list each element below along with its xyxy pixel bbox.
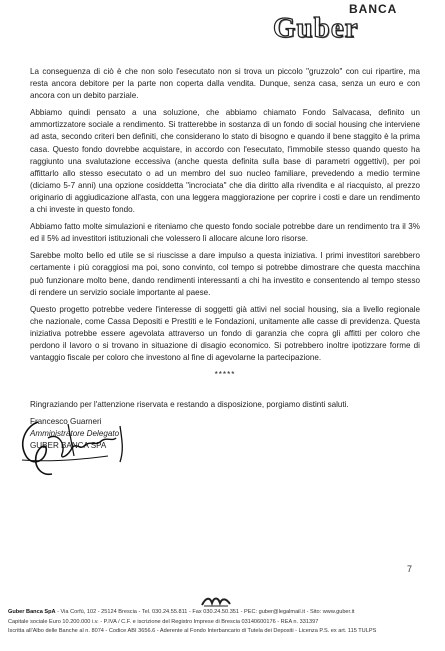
footer-line-2: Capitale sociale Euro 10.200.000 i.v. - P.IVA / C.F. e iscrizione del Registro Imprese di Brescia 03140600176 - REA n. 331397 (8, 618, 319, 625)
footer-address: - Via Corfù, 102 - 25124 Brescia - Tel. 030.24.55.811 - Fax 030.24.50.351 - PEC: guber@legalmail.it - Sito: www.guber.it (55, 609, 355, 615)
paragraph: Sarebbe molto bello ed utile se si riuscisse a dare impulso a questa iniziativa. I primi investitori sarebbero certamente i più coraggiosi ma poi, sono convinto, col tempo si potrebbe dimostrare che questa macchina può funzionare molto bene, dando rendimenti interessanti a chi ha investito e consentendo al tempo stesso di rendere un servizio sociale importante al paese. (30, 251, 420, 297)
footer-line-1 (8, 608, 440, 618)
signatory-role: Amministratore Delegato (30, 429, 120, 439)
handwritten-signature (8, 416, 148, 480)
bank-logo (273, 2, 423, 44)
paragraph: Abbiamo fatto molte simulazioni e riteniamo che questo fondo sociale potrebbe dare un rendimento tra il 3% ed il 5% ad investitori istituzionali che volessero lì allocare alcune loro risorse. (30, 222, 420, 244)
paragraph: Abbiamo quindi pensato a una soluzione, che abbiamo chiamato Fondo Salvacasa, definito un ammortizzatore sociale a rendimento. Si tratterebbe in sostanza di un fondo di social housing che interviene ad asta, secondo criteri ben definiti, che considerano lo stato di bisogno e quando il bene staggito è la prima casa. Questo fondo dovrebbe acquistare, in accordo con l'esecutato, l'immobile stesso quando questo ha raggiunto una svalutazione eccessiva (anche questa definita sulla base di parametri oggettivi), per poi affittarlo allo stesso esecutato o ad un membro del suo nucleo familiare, prevedendo a medio termine (diciamo 5-7 anni) una opzione cosiddetta "incrociata" che dia diritto alla rivendita e al riacquisto, al prezzo originario di aggiudicazione all'asta, con una leggera maggiorazione per coprire i costi e dare un rendimento a chi investe in questo fondo. (30, 108, 420, 215)
separator-stars: ***** (214, 370, 236, 380)
logo-guber-text: Guber (273, 12, 359, 44)
page-number: 7 (407, 564, 413, 574)
paragraph: La conseguenza di ciò è che non solo l'esecutato non si trova un piccolo "gruzzolo" con cui ripartire, ma resta ancora debitore per la parte non coperta dalla vendita. Dunque, senza casa, senza un euro e con ancora con un debito parziale. (30, 67, 420, 101)
signatory-name: Francesco Guarneri (30, 417, 102, 427)
footer-line-3: Iscritta all'Albo delle Banche al n. 8074 - Codice ABI 3656.6 - Aderente al Fondo Interbancario di Tutela dei Depositi - Licenza P.S. ex art. 115 TULPS (8, 628, 377, 634)
paragraph: Questo progetto potrebbe vedere l'interesse di soggetti già attivi nel social housing, sia a livello regionale che nazionale, come Cassa Depositi e Prestiti e le Fondazioni, unitamente alle casse di previdenza. Questa iniziativa potrebbe essere agevolata attraverso un fondo di garanzia che copra gli affitti per coloro che perdono il lavoro o si trovano in situazione di disagio economico. Si potrebbero inoltre ipotizzare forme di vantaggio fiscale per coloro che investono al fine di agevolarne la partecipazione. (30, 304, 420, 363)
letter-body (30, 66, 420, 486)
footer-logo-icon (200, 595, 232, 607)
logo-banca-text: BANCA (349, 2, 398, 16)
closing-line: Ringraziando per l'attenzione riservata e restando a disposizione, porgiamo distinti saluti. (30, 400, 349, 410)
signature-block (30, 416, 420, 486)
footer (8, 608, 440, 637)
footer-company-name: Guber Banca SpA (8, 609, 56, 615)
signatory-company: GUBER BANCA SPA (30, 441, 107, 451)
